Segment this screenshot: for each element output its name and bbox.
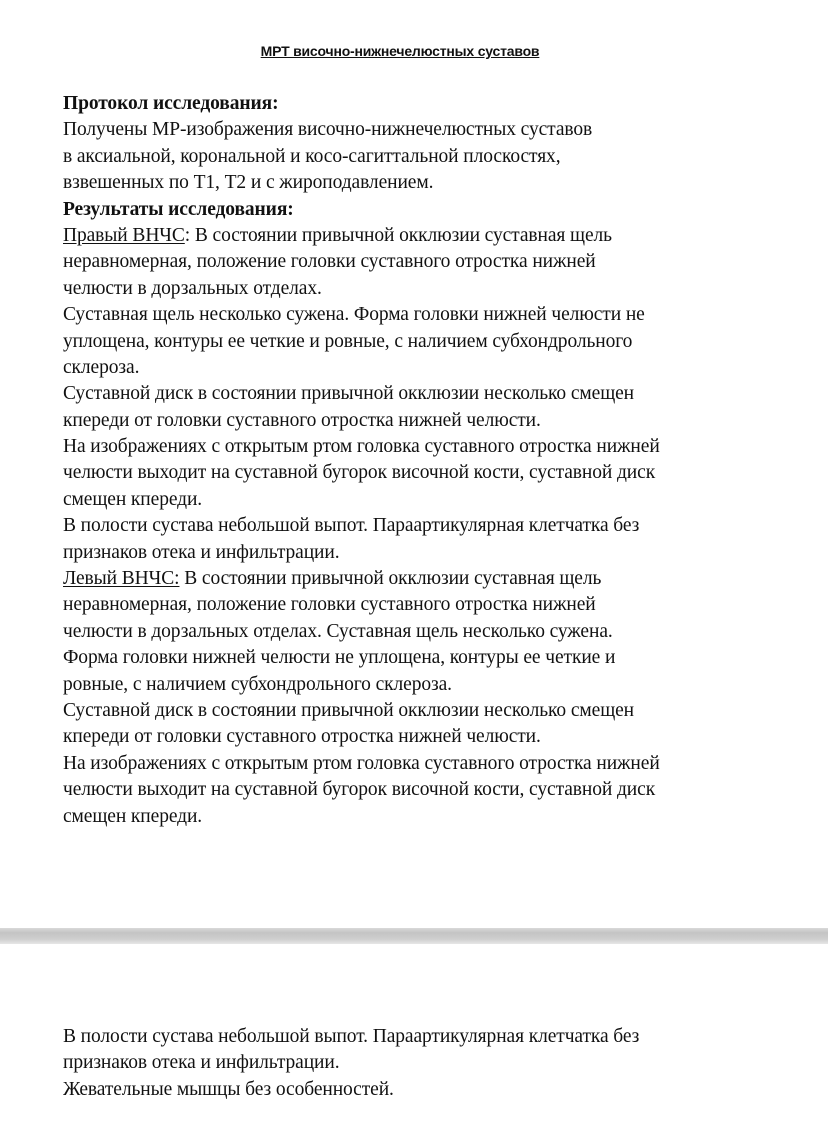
report-body-continued — [63, 1024, 823, 1103]
text-line: В полости сустава небольшой выпот. Параартикулярная клетчатка без — [63, 1026, 640, 1047]
text-line: неравномерная, положение головки суставного отростка нижней — [63, 251, 596, 273]
right-tmj-label: Правый ВНЧС — [63, 224, 185, 246]
text-line: челюсти выходит на суставной бугорок височной кости, суставной диск — [63, 462, 656, 484]
results-heading: Результаты исследования: — [63, 198, 294, 220]
text-line: Форма головки нижней челюсти не уплощена, контуры ее четкие и — [63, 647, 616, 669]
text-line: челюсти выходит на суставной бугорок височной кости, суставной диск — [63, 779, 656, 801]
text-line: кпереди от головки суставного отростка нижней челюсти. — [63, 726, 541, 748]
left-tmj-label: Левый ВНЧС: — [63, 568, 180, 590]
protocol-text — [63, 117, 823, 196]
text-span: : В состоянии привычной окклюзии суставная щель — [184, 224, 612, 246]
text-line: На изображениях с открытым ртом головка суставного отростка нижней — [63, 752, 660, 774]
page-separator — [0, 928, 828, 944]
text-line: склероза. — [63, 356, 140, 378]
document-title: МРТ височно-нижнечелюстных суставов — [260, 43, 540, 59]
text-line: признаков отека и инфильтрации. — [63, 1052, 340, 1074]
text-line: Суставная щель несколько сужена. Форма головки нижней челюсти не — [63, 304, 645, 326]
text-line: Жевательные мышцы без особенностей. — [63, 1078, 394, 1100]
text-line: Суставной диск в состоянии привычной окклюзии несколько смещен — [63, 383, 635, 405]
text-line: Суставной диск в состоянии привычной окклюзии несколько смещен — [63, 699, 635, 721]
text-line: челюсти в дорзальных отделах. Суставная щель несколько сужена. — [63, 620, 613, 642]
left-tmj-section — [63, 566, 823, 830]
text-line — [63, 223, 823, 249]
text-line: в аксиальной, корональной и косо-сагиттальной плоскостях, — [63, 145, 561, 167]
text-line: ровные, с наличием субхондрольного склероза. — [63, 673, 452, 695]
text-line: На изображениях с открытым ртом головка суставного отростка нижней — [63, 436, 660, 458]
text-line: смещен кпереди. — [63, 805, 203, 827]
text-line: кпереди от головки суставного отростка нижней челюсти. — [63, 409, 541, 431]
text-line: неравномерная, положение головки суставного отростка нижней — [63, 594, 596, 616]
text-line: взвешенных по Т1, Т2 и с жироподавлением. — [63, 172, 434, 194]
text-line: В полости сустава небольшой выпот. Параартикулярная клетчатка без — [63, 515, 640, 537]
protocol-heading: Протокол исследования: — [63, 93, 279, 114]
text-line: челюсти в дорзальных отделах. — [63, 277, 322, 299]
text-span: В состоянии привычной окклюзии суставная щель — [179, 568, 602, 590]
text-line — [63, 566, 823, 592]
text-line: Получены МР-изображения височно-нижнечелюстных суставов — [63, 119, 593, 141]
text-line: смещен кпереди. — [63, 488, 203, 510]
report-body — [63, 91, 823, 830]
text-line: уплощена, контуры ее четкие и ровные, с наличием субхондрольного — [63, 330, 633, 352]
right-tmj-section — [63, 223, 823, 566]
text-line: признаков отека и инфильтрации. — [63, 541, 340, 563]
